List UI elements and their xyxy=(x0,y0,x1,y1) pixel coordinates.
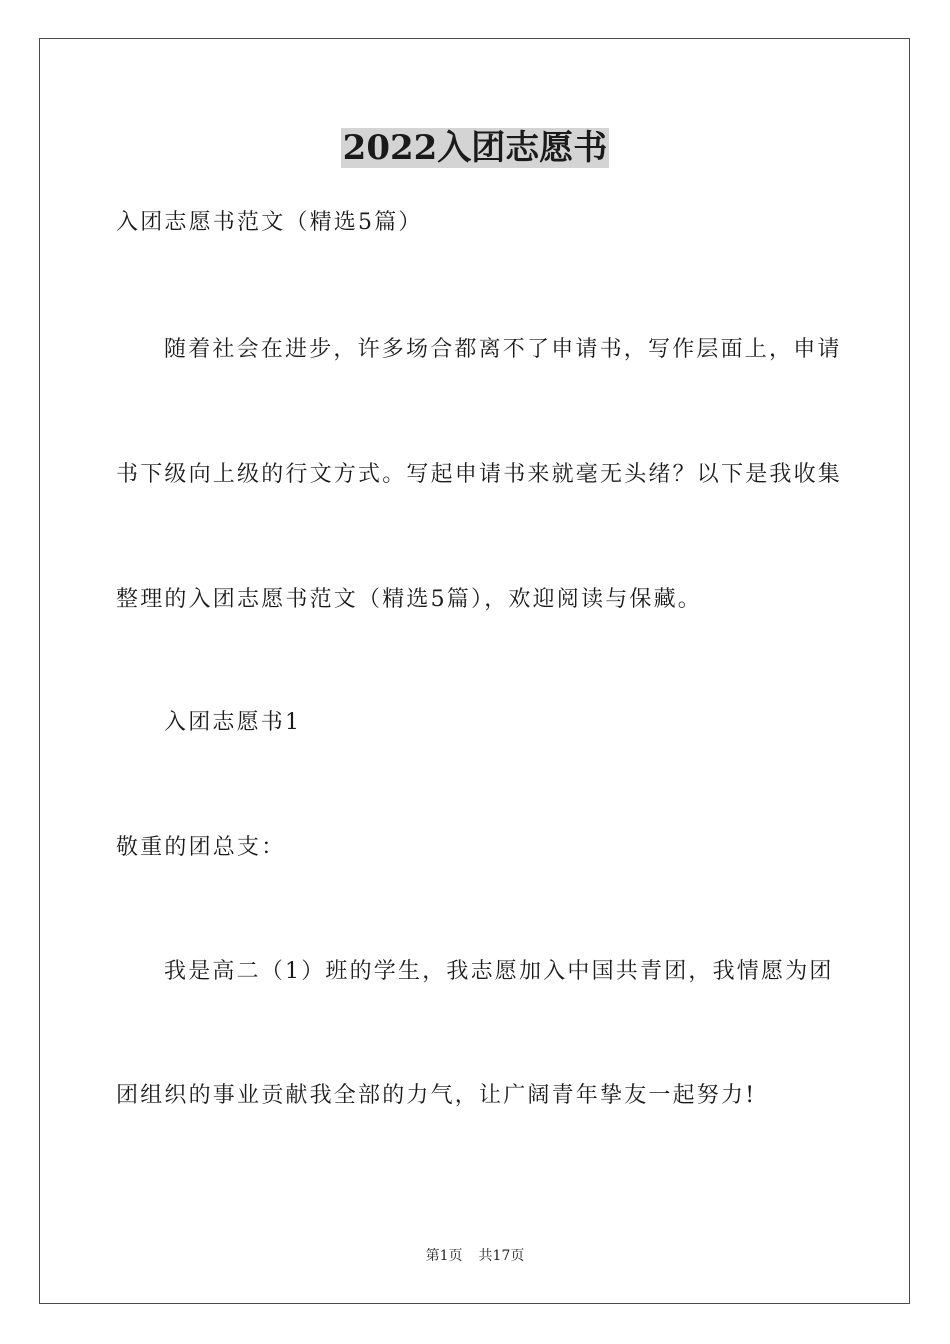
page-number-current: 第1页 xyxy=(425,1248,463,1264)
intro-paragraph-line-3: 整理的入团志愿书范文（精选5篇），欢迎阅读与保藏。 xyxy=(116,587,702,612)
section-heading-1: 入团志愿书1 xyxy=(164,710,302,735)
page-number-total: 共17页 xyxy=(478,1248,525,1264)
intro-paragraph-line-1: 随着社会在进步，许多场合都离不了申请书，写作层面上，申请 xyxy=(164,337,842,362)
document-subtitle: 入团志愿书范文（精选5篇） xyxy=(116,210,423,235)
letter-greeting: 敬重的团总支： xyxy=(116,835,286,860)
body-paragraph-line-1: 我是高二（1）班的学生，我志愿加入中国共青团，我情愿为团 xyxy=(164,959,834,984)
document-title xyxy=(0,126,950,170)
intro-paragraph-line-2: 书下级向上级的行文方式。写起申请书来就毫无头绪？以下是我收集 xyxy=(116,462,843,487)
page-footer xyxy=(0,1247,950,1265)
body-paragraph-line-2: 团组织的事业贡献我全部的力气，让广阔青年挚友一起努力! xyxy=(116,1083,757,1108)
document-title-text: 2022入团志愿书 xyxy=(342,128,608,168)
